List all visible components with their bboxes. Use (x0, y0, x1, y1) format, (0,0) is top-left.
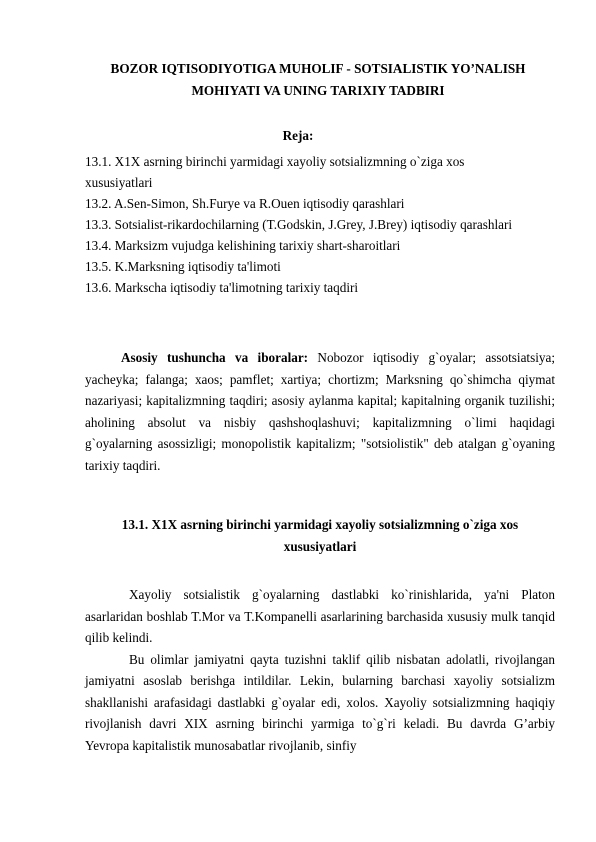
key-terms-paragraph (85, 347, 555, 477)
document-title (60, 58, 576, 102)
section-heading (85, 514, 555, 558)
body-paragraph: Bu olimlar jamiyatni qayta tuzishni taklif qilib nisbatan adolatli, rivojlangan jamiyatni asoslab berishga intildilar. Lekin, bularning barchasi xayoliy sotsializm shakllanishi arafasidagi dastlabki g`oyalar edi, xolos. Xayoliy sotsializmning haqiqiy rivojlanish davri XIX asrning birinchi yarmiga to`g`ri keladi. Bu davrda G’arbiy Yevropa kapitalistik munosabatlar rivojlanib, sinfiy (85, 651, 555, 753)
plan-heading: Reja: (282, 128, 314, 143)
section-heading-line-1: 13.1. X1X asrning birinchi yarmidagi xayoliy sotsializmning o`ziga xos (121, 517, 519, 532)
document-title-line-1: BOZOR IQTISODIYOTIGA MUHOLIF - SOTSIALISTIK YO’NALISH (110, 61, 526, 76)
plan-item: xususiyatlari (85, 175, 153, 190)
plan-item: 13.4. Marksizm vujudga kelishining tarixiy shart-sharoitlari (85, 238, 401, 253)
plan-list (85, 151, 555, 298)
plan-item: 13.2. A.Sen-Simon, Sh.Furye va R.Ouen iqtisodiy qarashlari (85, 196, 405, 211)
body-paragraph: Xayoliy sotsialistik g`oyalarning dastlabki ko`rinishlarida, ya'ni Platon asarlaridan boshlab T.Mor va T.Kompanelli asarlarining barchasida xususiy mulk tanqid qilib kelindi. (85, 587, 555, 645)
plan-item: 13.1. X1X asrning birinchi yarmidagi xayoliy sotsializmning o`ziga xos (85, 154, 465, 169)
key-terms-text: Nobozor iqtisodiy g`oyalar; assotsiatsiya; yacheyka; falanga; xaos; pamflet; xartiya; chortizm; Marksning qo`shimcha qiymat nazariyasi; kapitalizmning taqdiri; asosiy aylanma kapital; kapitalning organik tuzilishi; aholining absolut va nisbiy qashshoqlashuvi; kapitalizmning o`limi haqidagi g`oyalarning asossizligi; monopolistik kapitalizm; "sotsiolistik" deb atalgan g`oyaning tarixiy taqdiri. (85, 350, 555, 473)
section-heading-line-2: xususiyatlari (283, 539, 357, 554)
key-terms-label: Asosiy tushuncha va iboralar: (121, 350, 309, 365)
section-body (85, 584, 555, 756)
plan-item: 13.5. K.Marksning iqtisodiy ta'limoti (85, 259, 281, 274)
plan-item: 13.3. Sotsialist-rikardochilarning (T.Godskin, J.Grey, J.Brey) iqtisodiy qarashlari (85, 217, 513, 232)
plan-item: 13.6. Markscha iqtisodiy ta'limotning tarixiy taqdiri (85, 280, 359, 295)
document-title-line-2: MOHIYATI VA UNING TARIXIY TADBIRI (191, 83, 445, 98)
